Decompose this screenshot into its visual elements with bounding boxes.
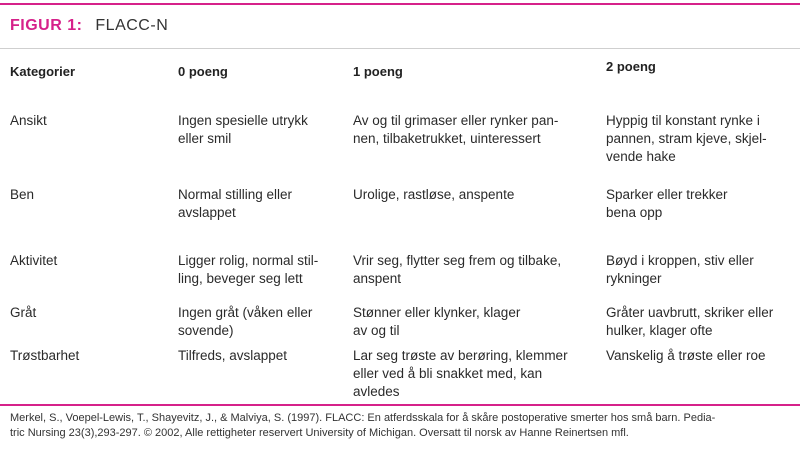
header-kategorier: Kategorier bbox=[10, 64, 76, 79]
description-line: eller ved å bli snakket med, kan bbox=[353, 366, 543, 381]
description-line: avslappet bbox=[178, 205, 236, 220]
description-line: nen, tilbaketrukket, uinteressert bbox=[353, 131, 541, 146]
description-line: Urolige, rastløse, anspente bbox=[353, 187, 515, 202]
header-0-poeng: 0 poeng bbox=[178, 64, 228, 79]
description-line: Ingen gråt (våken eller bbox=[178, 305, 313, 320]
row-category: Ben bbox=[10, 187, 35, 202]
description-line: hulker, klager ofte bbox=[606, 323, 713, 338]
row-p2-description bbox=[606, 186, 728, 222]
row-p2-description bbox=[606, 304, 773, 340]
description-line: Tilfreds, avslappet bbox=[178, 348, 288, 363]
description-line: Ingen spesielle utrykk bbox=[178, 113, 308, 128]
header-2-poeng: 2 poeng bbox=[606, 59, 656, 74]
row-category: Gråt bbox=[10, 305, 37, 320]
citation-line: tric Nursing 23(3),293-297. © 2002, Alle rettigheter reservert University of Michigan. Oversatt til norsk av Hanne Reinertsen mfl. bbox=[10, 427, 629, 439]
row-p0-description bbox=[178, 347, 287, 365]
row-p1-description bbox=[353, 186, 514, 204]
description-line: av og til bbox=[353, 323, 400, 338]
description-line: Bøyd i kroppen, stiv eller bbox=[606, 253, 754, 268]
row-p2-description bbox=[606, 112, 767, 166]
row-category: Ansikt bbox=[10, 113, 47, 128]
description-line: sovende) bbox=[178, 323, 234, 338]
description-line: Vrir seg, flytter seg frem og tilbake, bbox=[353, 253, 562, 268]
header-divider-top bbox=[0, 48, 800, 49]
description-line: eller smil bbox=[178, 131, 232, 146]
row-category: Aktivitet bbox=[10, 253, 58, 268]
row-p0-description bbox=[178, 304, 312, 340]
row-p0-description bbox=[178, 112, 308, 148]
row-category: Trøstbarhet bbox=[10, 348, 80, 363]
figure-name: FLACC-N bbox=[95, 17, 169, 34]
description-line: Normal stilling eller bbox=[178, 187, 293, 202]
description-line: avledes bbox=[353, 384, 400, 399]
row-p0-description bbox=[178, 186, 292, 222]
description-line: rykninger bbox=[606, 271, 662, 286]
row-p1-description bbox=[353, 112, 558, 148]
citation-footer bbox=[10, 411, 715, 441]
description-line: Sparker eller trekker bbox=[606, 187, 728, 202]
figure-title bbox=[10, 17, 168, 35]
header-1-poeng: 1 poeng bbox=[353, 64, 403, 79]
description-line: Lar seg trøste av berøring, klemmer bbox=[353, 348, 568, 363]
row-p2-description bbox=[606, 347, 766, 365]
row-p0-description bbox=[178, 252, 318, 288]
description-line: Av og til grimaser eller rynker pan- bbox=[353, 113, 559, 128]
description-line: bena opp bbox=[606, 205, 663, 220]
description-line: ling, beveger seg lett bbox=[178, 271, 303, 286]
description-line: Stønner eller klynker, klager bbox=[353, 305, 521, 320]
description-line: pannen, stram kjeve, skjel- bbox=[606, 131, 767, 146]
bottom-rule bbox=[0, 404, 800, 406]
description-line: Ligger rolig, normal stil- bbox=[178, 253, 319, 268]
row-p1-description bbox=[353, 347, 568, 401]
description-line: vende hake bbox=[606, 149, 676, 164]
citation-line: Merkel, S., Voepel-Lewis, T., Shayevitz, J., & Malviya, S. (1997). FLACC: En atferdsskala for å skåre postoperative smerter hos små barn. Pedia- bbox=[10, 412, 716, 424]
figure-label: FIGUR 1: bbox=[10, 17, 83, 34]
description-line: anspent bbox=[353, 271, 402, 286]
description-line: Gråter uavbrutt, skriker eller bbox=[606, 305, 774, 320]
row-p2-description bbox=[606, 252, 754, 288]
row-p1-description bbox=[353, 252, 561, 288]
description-line: Vanskelig å trøste eller roe bbox=[606, 348, 766, 363]
row-p1-description bbox=[353, 304, 520, 340]
top-rule bbox=[0, 3, 800, 5]
description-line: Hyppig til konstant rynke i bbox=[606, 113, 760, 128]
